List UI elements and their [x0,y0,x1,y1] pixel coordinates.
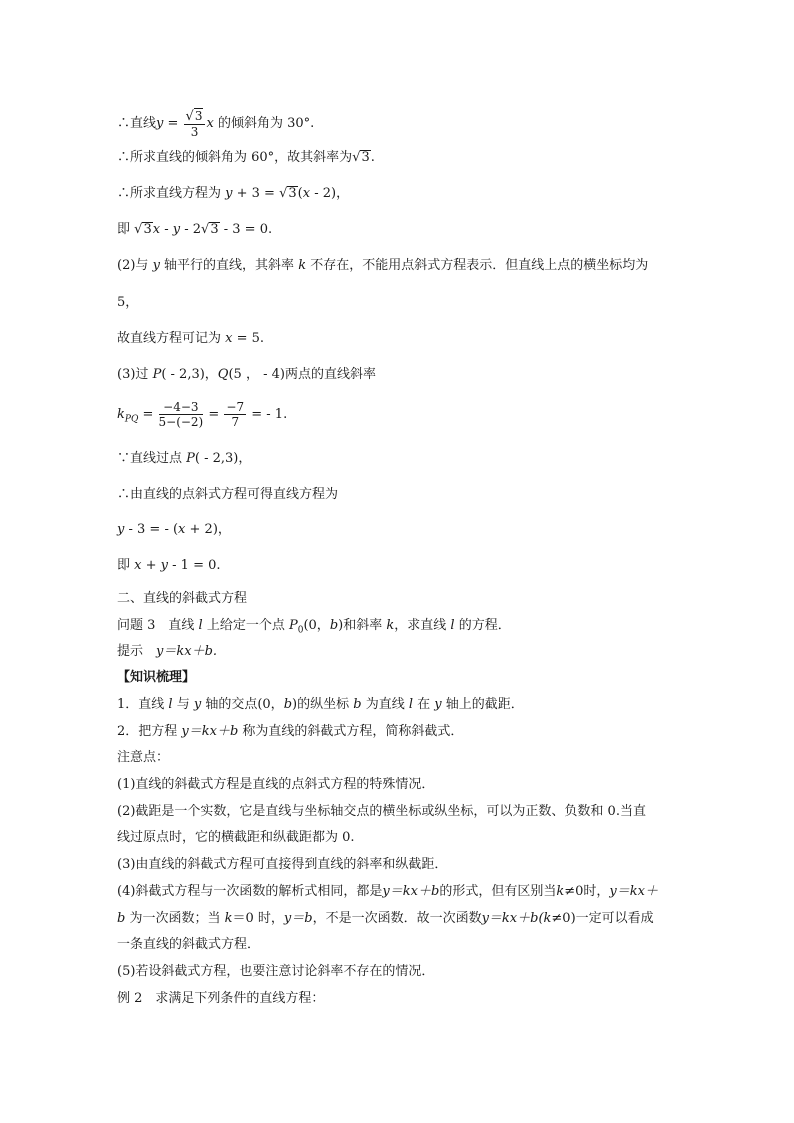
var-k: k [556,884,565,899]
text: ∴由直线的点斜式方程可得直线方程为 [117,487,339,502]
equation: y＝kx＋b(k [481,911,552,926]
subscript: 0 [297,625,304,636]
text: = 5. [232,331,265,346]
note-4a [117,884,658,900]
text: ∵直线过点 [117,451,187,466]
text: ∴所求直线的倾斜角为 60°，故其斜率为 [117,150,353,165]
hint [117,644,217,660]
equation: y＝b [283,911,313,926]
equation: y＝kx＋b. [156,644,218,659]
text: . [370,150,375,165]
line-8 [117,367,376,383]
knowledge-title: 【知识梳理】 [117,670,196,685]
text: - 2)， [310,186,350,201]
hint-label: 提示 [117,644,144,659]
text: 2．把方程 [117,724,182,739]
fraction [159,400,204,429]
var-x: x [152,222,161,237]
var-x: x [134,558,142,573]
text: ( - 2,3)， [194,451,252,466]
text: + [141,558,161,573]
note-4c [117,937,260,953]
equation: y＝kx＋ [609,884,658,899]
text: - 2 [180,222,202,237]
var-y: y [160,558,169,573]
text: 上给定一个点 [202,618,289,633]
line-13 [117,558,221,574]
text: 即 [117,558,135,573]
text: 与 [172,697,194,712]
text: 在 [413,697,435,712]
text: = [204,407,224,422]
radicand: 3 [361,150,370,165]
text: - 3 = 0. [219,222,273,237]
text: ，不是一次函数．故一次函数 [312,911,482,926]
fraction-numerator: −7 [226,400,245,414]
var-p: P [152,367,162,382]
var-b: b [283,697,293,712]
text: ＝0 时， [232,911,284,926]
radicand: 3 [210,222,219,237]
text: 的倾斜角为 30°. [213,116,315,131]
text: (4)斜截式方程与一次函数的解析式相同，都是 [117,884,383,899]
line-12 [117,522,231,538]
fraction [184,108,206,139]
var-k: k [117,407,125,422]
text [143,644,156,659]
var-x: x [225,331,233,346]
text: ≠0)一定可以看成 [551,911,654,926]
fraction-denominator: 7 [231,415,240,429]
text: ≠0时， [564,884,610,899]
fraction-numerator: −4−3 [159,400,204,415]
text: (1)直线的斜截式方程是直线的点斜式方程的特殊情况． [117,777,435,792]
var-b: b [117,911,126,926]
text: (3)由直线的斜截式方程可直接得到直线的斜率和纵截距． [117,857,448,872]
radicand: 3 [143,222,152,237]
text: - 3 = - ( [124,522,179,537]
text: 的方程． [454,618,511,633]
var-y: y [193,697,202,712]
section-heading [117,591,247,607]
text: = - 1. [247,407,288,422]
line-7 [117,331,264,347]
var-l: l [450,618,455,633]
text: 轴上的截距． [441,697,524,712]
text: 轴的交点(0， [201,697,284,712]
line-5 [117,258,648,274]
line-10 [117,451,251,467]
var-y: y [156,116,164,131]
text: - [160,222,173,237]
var-q: Q [217,367,229,382]
question-label: 问题 3 [117,618,156,633]
text: 即 [117,222,135,237]
fraction-denominator: 3 [190,125,199,139]
text: )和斜率 [338,618,387,633]
var-l: l [168,697,173,712]
equation: y＝kx＋b [181,724,239,739]
line-11 [117,487,338,503]
text: (2)截距是一个实数，它是直线与坐标轴交点的横坐标或纵坐标，可以为正数、负数和 0.当直 [117,804,646,819]
line-4: 即 √3x - y - 2√3 - 3 = 0. [117,222,273,237]
text: (3)过 [117,367,153,382]
text: = [163,116,183,131]
text: ( [297,186,303,201]
text: (5 ， - 4)两点的直线斜率 [228,367,376,382]
note-1 [117,777,434,793]
text: (0， [303,618,330,633]
var-p: P [186,451,195,466]
example-label: 例 2 [117,991,143,1006]
equation: y＝kx＋b [382,884,440,899]
var-l: l [198,618,203,633]
text: ( - 2,3)， [161,367,218,382]
knowledge-heading [117,670,195,686]
text: 5， [117,295,139,310]
var-x: x [206,116,214,131]
var-y: y [225,186,233,201]
var-y: y [152,258,160,273]
text: 线过原点时，它的横截距和纵截距都为 0. [117,830,355,845]
var-y: y [434,697,442,712]
text: + 2)， [185,522,231,537]
note-2a [117,804,646,820]
knowledge-2 [117,724,463,740]
var-k: k [386,618,395,633]
text: 注意点： [117,750,170,765]
var-k: k [298,258,307,273]
note-2b [117,830,355,846]
note-heading [117,750,169,766]
var-y: y [117,522,125,537]
note-4b [117,911,654,927]
text: ∴所求直线方程为 [117,186,226,201]
text: )的纵坐标 [292,697,354,712]
question-3 [117,618,511,639]
var-x: x [178,522,186,537]
text: 故直线方程可记为 [117,331,226,346]
text: (2)与 [117,258,153,273]
knowledge-1 [117,697,524,713]
var-l: l [408,697,413,712]
example-2 [117,991,324,1007]
var-y: y [172,222,181,237]
line-9 [117,400,287,429]
text: + 3 = [232,186,280,201]
var-p: P [288,618,298,633]
radicand: 3 [194,109,203,123]
text: 1．直线 [117,697,169,712]
text: 称为直线的斜截式方程，简称斜截式． [238,724,464,739]
subscript: PQ [124,414,139,425]
line-3: ∴所求直线方程为 y + 3 = √3(x - 2)， [117,186,350,201]
section-title: 二、直线的斜截式方程 [117,591,248,606]
text: ，求直线 [394,618,451,633]
note-5 [117,964,434,980]
text: 直线 [155,618,199,633]
text: - 1 = 0. [168,558,221,573]
fraction-numerator: √3 [184,108,206,125]
text: 不存在，不能用点斜式方程表示．但直线上点的横坐标均为 [306,258,649,273]
line-2: ∴所求直线的倾斜角为 60°，故其斜率为√3. [117,150,375,165]
note-3 [117,857,447,873]
fraction-denominator: 5−(−2) [158,415,204,429]
text: 求满足下列条件的直线方程： [142,991,325,1006]
radicand: 3 [288,186,297,201]
text: 为一次函数；当 [125,911,225,926]
text: 的形式，但有区别当 [439,884,557,899]
line-6 [117,295,138,311]
text: ∴直线 [117,116,157,131]
line-1 [117,108,314,139]
var-x: x [302,186,311,201]
text: 一条直线的斜截式方程． [117,937,261,952]
text: = [138,407,158,422]
fraction [224,400,246,429]
var-b: b [353,697,362,712]
text: (5)若设斜截式方程，也要注意讨论斜率不存在的情况． [117,964,435,979]
var-b: b [329,618,339,633]
var-k: k [224,911,233,926]
text: 为直线 [361,697,409,712]
text: 轴平行的直线，其斜率 [159,258,299,273]
